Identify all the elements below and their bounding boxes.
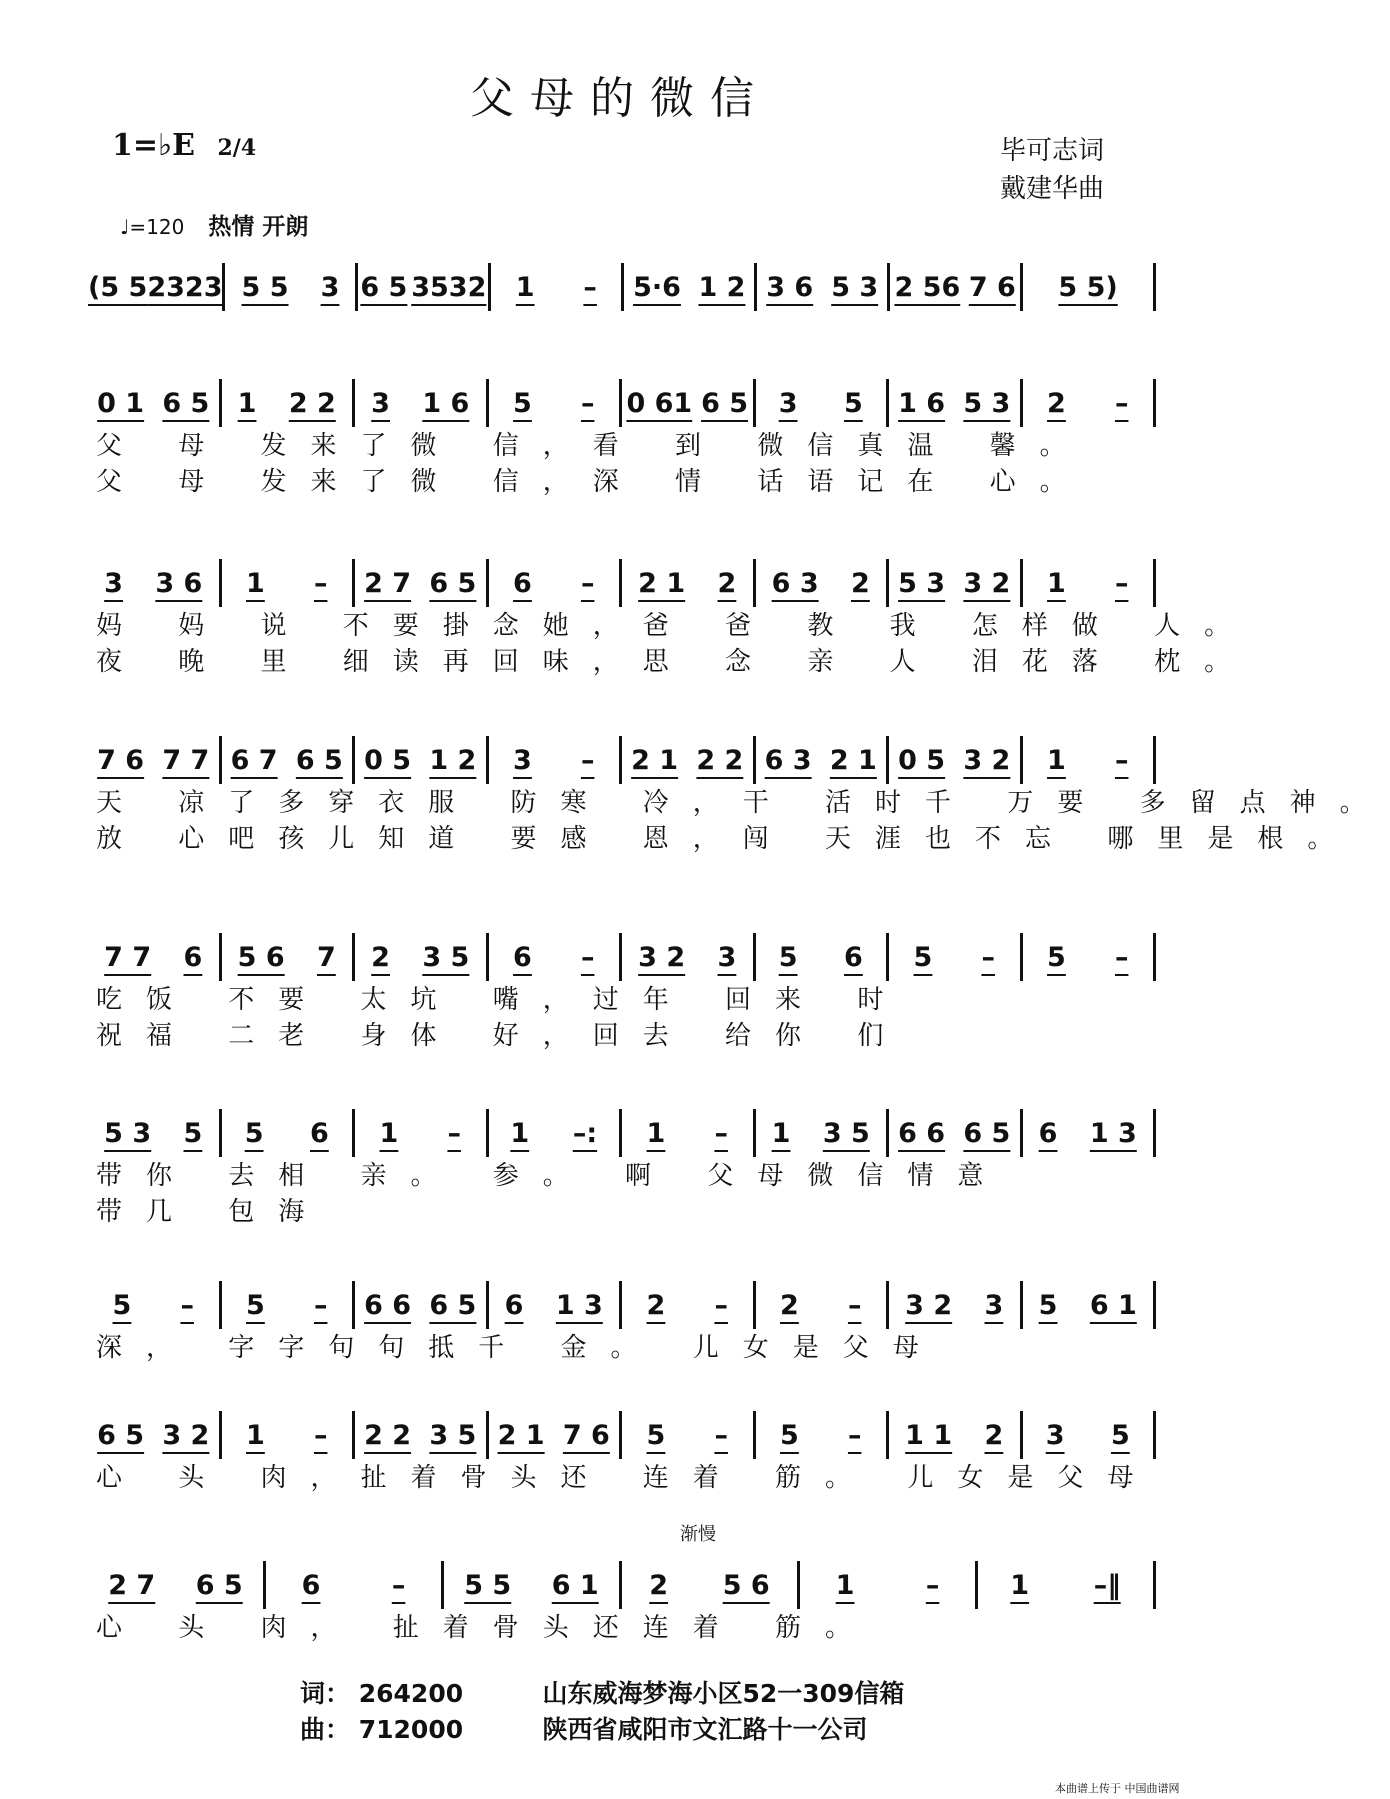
note-group: 5 <box>513 387 532 419</box>
note-group: 6 <box>183 941 203 973</box>
lyric-line: 深， 字字句句抵千 金。 儿女是父母 <box>96 1333 943 1363</box>
note-group: 5 <box>913 941 933 973</box>
measure <box>266 1560 441 1610</box>
note-group: 1 <box>237 387 257 419</box>
page-title: 父母的微信 <box>470 73 770 124</box>
note-group: 5 6 <box>237 941 285 973</box>
footer-label: 词： <box>300 1679 351 1708</box>
measure <box>1023 378 1154 428</box>
score-row <box>88 1560 1156 1646</box>
note-group: 3532 <box>411 271 487 303</box>
lyric-line: 带几 包海 <box>96 1197 329 1227</box>
note-group: 0 1 <box>97 387 145 419</box>
lyric-line: 带你 去相 亲。 参。 啊 父母微信情意 <box>96 1161 1008 1191</box>
note-group: 1 2 <box>429 744 477 776</box>
bar-line <box>1153 1411 1156 1459</box>
measure <box>756 558 887 608</box>
measure <box>489 1108 620 1158</box>
notation-line <box>88 1410 1156 1460</box>
note-group: 2 <box>649 1569 669 1601</box>
measure <box>355 1280 486 1330</box>
note-group: 6 5 <box>963 1117 1011 1149</box>
lyric-line: 心 头 肉，扯着骨头还 连着 筋。 儿女是父母 <box>96 1463 1158 1493</box>
measure <box>622 932 753 982</box>
measure <box>489 558 620 608</box>
note-group: 6 <box>1038 1117 1058 1149</box>
measure <box>88 1560 263 1610</box>
note-group: – <box>180 1289 194 1321</box>
measure <box>1023 735 1154 785</box>
notation-line <box>88 1108 1156 1158</box>
note-group: 5 <box>1047 941 1066 973</box>
note-group: 1 2 <box>698 271 746 303</box>
note-group: 3 <box>320 271 340 303</box>
note-group: 6 <box>843 941 863 973</box>
note-group: 7 <box>317 941 336 973</box>
measure <box>622 1280 753 1330</box>
note-group: 2 <box>371 941 390 973</box>
note-group: 6 1 <box>1089 1289 1137 1321</box>
measure <box>1023 262 1153 312</box>
lyric-line: 放 心吧孩儿知道 要感 恩，闯 天涯也不忘 哪里是根。 <box>96 824 1358 854</box>
note-group: 3 2 <box>638 941 686 973</box>
note-group: 6 5 <box>195 1569 243 1601</box>
note-group: – <box>981 941 995 973</box>
measure <box>889 1280 1020 1330</box>
measure <box>622 558 753 608</box>
note-group: 1 <box>835 1569 855 1601</box>
note-group: 3 5 <box>822 1117 870 1149</box>
measure <box>800 1560 975 1610</box>
note-group: 3 <box>104 567 123 599</box>
lyricist-credit: 毕可志词 <box>1000 136 1105 166</box>
score-row <box>88 558 1255 680</box>
note-group: 2 56 <box>894 271 961 303</box>
composer-credit: 戴建华曲 <box>1000 174 1105 204</box>
note-group: 3 5 <box>429 1419 477 1451</box>
postal-code: 264200 <box>358 1679 464 1708</box>
note-group: 1 <box>1047 567 1066 599</box>
measure <box>88 558 219 608</box>
measure <box>225 262 355 312</box>
note-group: – <box>925 1569 940 1601</box>
note-group: 3 <box>717 941 737 973</box>
note-group: 2 2 <box>288 387 336 419</box>
note-group: 6 <box>504 1289 524 1321</box>
measure <box>757 262 887 312</box>
note-group: 5 <box>780 1419 799 1451</box>
measure <box>489 1410 620 1460</box>
lyric-line: 天 凉了多穿衣服 防寒 冷，干 活时千 万要 多留点神。 <box>96 788 1390 818</box>
measure <box>756 1410 887 1460</box>
note-group: 1 <box>246 567 265 599</box>
note-group: 6 3 <box>771 567 819 599</box>
measure <box>889 378 1020 428</box>
note-group: 7 6 <box>968 271 1016 303</box>
note-group: 2 <box>1047 387 1066 419</box>
note-group: – <box>1114 567 1129 599</box>
measure <box>444 1560 619 1610</box>
note-group: 5 <box>112 1289 132 1321</box>
score-row <box>88 378 1156 500</box>
note-group: – <box>1114 387 1129 419</box>
footer-label: 曲： <box>300 1715 351 1744</box>
note-group: 7 7 <box>104 941 152 973</box>
note-group: – <box>847 1419 862 1451</box>
note-group: 5 <box>246 1289 265 1321</box>
measure <box>1023 1108 1154 1158</box>
credits <box>1000 132 1104 208</box>
notation-line <box>88 1280 1156 1330</box>
note-group: 6 <box>513 567 532 599</box>
measure <box>88 378 219 428</box>
note-group: 2 1 <box>638 567 686 599</box>
measure <box>889 735 1020 785</box>
measure <box>222 1108 353 1158</box>
measure <box>491 262 621 312</box>
measure <box>355 932 486 982</box>
note-group: 5 3 <box>831 271 879 303</box>
note-group: 5 <box>646 1419 666 1451</box>
note-group: 6 <box>309 1117 329 1149</box>
measure <box>88 735 219 785</box>
note-group: – <box>1114 941 1129 973</box>
note-group: 1 <box>1047 744 1066 776</box>
note-group: 1 <box>646 1117 666 1149</box>
measure <box>978 1560 1153 1610</box>
lyric-line: 妈 妈 说 不要掛念她，爸 爸 教 我 怎样做 人。 <box>96 611 1255 641</box>
bar-line <box>1153 736 1156 784</box>
tempo-expression: 热情 开朗 <box>208 214 309 240</box>
note-group: – <box>580 744 595 776</box>
measure <box>88 1280 219 1330</box>
note-group: 1 3 <box>555 1289 603 1321</box>
note-group: 6 1 <box>551 1569 599 1601</box>
tempo-mark: ♩=120 <box>120 215 185 239</box>
note-group: 3 2 <box>963 744 1011 776</box>
note-group: 3 2 <box>963 567 1011 599</box>
measure <box>489 932 620 982</box>
notation-line <box>88 558 1156 608</box>
measure <box>355 1108 486 1158</box>
measure <box>355 378 486 428</box>
measure <box>1023 558 1154 608</box>
note-group: 7 6 <box>97 744 145 776</box>
note-group: –‖ <box>1093 1569 1121 1601</box>
note-group: 6 3 <box>764 744 812 776</box>
lyric-line: 父 母 发来了微 信，深 情 话语记在 心。 <box>96 467 1090 497</box>
lyric-line: 心 头 肉， 扯着骨头还连着 筋。 <box>96 1613 876 1643</box>
mailing-address: 陕西省咸阳市文汇路十一公司 <box>542 1715 868 1744</box>
note-group: 5 3 <box>898 567 946 599</box>
measure <box>756 378 887 428</box>
note-group: 1 6 <box>898 387 946 419</box>
note-group: 5 <box>1038 1289 1058 1321</box>
bar-line <box>1153 263 1156 311</box>
bar-line <box>1153 1109 1156 1157</box>
note-group: 1 1 <box>905 1419 953 1451</box>
note-group: 5 <box>244 1117 264 1149</box>
measure <box>489 735 620 785</box>
measure <box>1023 932 1154 982</box>
note-group: 3 <box>371 387 390 419</box>
note-group: 5 3 <box>963 387 1011 419</box>
note-group: 6 5 <box>429 567 477 599</box>
measure <box>756 735 887 785</box>
note-group: 2 7 <box>108 1569 156 1601</box>
note-group: – <box>447 1117 461 1149</box>
note-group: 6 6 <box>364 1289 412 1321</box>
score-row <box>88 735 1390 857</box>
note-group: 5 <box>843 387 863 419</box>
measure <box>756 1280 887 1330</box>
measure <box>624 262 754 312</box>
footer-composer-address <box>300 1710 867 1746</box>
measure <box>622 735 753 785</box>
note-group: –: <box>572 1117 598 1149</box>
measure <box>756 1108 887 1158</box>
note-group: 6 5 <box>162 387 210 419</box>
note-group: 1 <box>246 1419 265 1451</box>
ritardando-marking: 渐慢 <box>680 1524 716 1545</box>
measure <box>222 558 353 608</box>
note-group: 1 <box>771 1117 791 1149</box>
measure <box>355 1410 486 1460</box>
score-row <box>88 1410 1156 1496</box>
note-group: 0 61 <box>626 387 693 419</box>
score-row <box>88 932 1156 1054</box>
notation-line <box>88 378 1156 428</box>
bar-line <box>1153 1281 1156 1329</box>
note-group: – <box>714 1117 728 1149</box>
bar-line <box>1153 379 1156 427</box>
note-group: – <box>313 567 328 599</box>
measure <box>756 932 887 982</box>
note-group: 6 5 <box>360 271 408 303</box>
upload-watermark: 本曲谱上传于 中国曲谱网 <box>1055 1782 1180 1795</box>
score-row <box>88 1108 1156 1230</box>
measure <box>222 735 353 785</box>
note-group: – <box>847 1289 862 1321</box>
bar-line <box>1153 1561 1156 1609</box>
note-group: 1 <box>379 1117 399 1149</box>
note-group: 2 <box>984 1419 1004 1451</box>
lyric-line: 祝福 二老 身体 好，回去 给你 们 <box>96 1021 908 1051</box>
note-group: (5 5 <box>88 271 148 303</box>
note-group: 6 5 <box>97 1419 145 1451</box>
note-group: 5 5 <box>241 271 289 303</box>
note-group: 5 5 <box>464 1569 512 1601</box>
note-group: 7 7 <box>162 744 210 776</box>
note-group: 0 5 <box>898 744 946 776</box>
note-group: 2 7 <box>364 567 412 599</box>
key-label: 1=♭E <box>112 128 196 163</box>
measure <box>88 1410 219 1460</box>
note-group: 2323 <box>147 271 223 303</box>
note-group: 2 <box>717 567 737 599</box>
score-row <box>88 262 1156 312</box>
measure <box>222 1280 353 1330</box>
note-group: – <box>580 941 595 973</box>
note-group: 3 <box>1045 1419 1065 1451</box>
measure <box>889 932 1020 982</box>
note-group: – <box>580 387 595 419</box>
note-group: 3 <box>513 744 532 776</box>
measure <box>1023 1280 1154 1330</box>
note-group: 5 <box>1110 1419 1130 1451</box>
measure <box>889 1410 1020 1460</box>
measure <box>889 1108 1020 1158</box>
note-group: 2 <box>646 1289 666 1321</box>
note-group: 1 <box>515 271 535 303</box>
mailing-address: 山东威海梦海小区52一309信箱 <box>542 1679 905 1708</box>
lyric-line: 吃饭 不要 太坑 嘴，过年 回来 时 <box>96 985 908 1015</box>
note-group: 2 1 <box>631 744 679 776</box>
note-group: 2 1 <box>497 1419 545 1451</box>
measure <box>489 1280 620 1330</box>
note-group: – <box>714 1289 728 1321</box>
note-group: 3 2 <box>905 1289 953 1321</box>
note-group: 3 5 <box>422 941 470 973</box>
note-group: – <box>714 1419 728 1451</box>
footer-lyricist-address <box>300 1674 904 1710</box>
measure <box>88 932 219 982</box>
note-group: 6 <box>301 1569 321 1601</box>
measure <box>355 735 486 785</box>
note-group: 5 6 <box>722 1569 770 1601</box>
measure <box>222 932 353 982</box>
note-group: 0 5 <box>364 744 412 776</box>
note-group: 1 6 <box>422 387 470 419</box>
note-group: 6 <box>513 941 532 973</box>
note-group: 7 6 <box>562 1419 610 1451</box>
note-group: – <box>1114 744 1129 776</box>
note-group: 5 3 <box>104 1117 152 1149</box>
note-group: 1 <box>510 1117 530 1149</box>
note-group: 6 5 <box>295 744 343 776</box>
note-group: 1 3 <box>1089 1117 1137 1149</box>
notation-line <box>88 932 1156 982</box>
measure <box>1023 1410 1154 1460</box>
note-group: – <box>580 567 595 599</box>
note-group: 6 7 <box>230 744 278 776</box>
note-group: 6 5 <box>429 1289 477 1321</box>
note-group: 5 <box>183 1117 203 1149</box>
bar-line <box>1153 933 1156 981</box>
note-group: 5·6 <box>633 271 681 303</box>
note-group: – <box>583 271 597 303</box>
measure <box>889 558 1020 608</box>
note-group: 3 6 <box>155 567 203 599</box>
note-group: 3 2 <box>162 1419 210 1451</box>
measure <box>622 1560 797 1610</box>
notation-line <box>88 262 1156 312</box>
postal-code: 712000 <box>358 1715 464 1744</box>
note-group: – <box>313 1289 328 1321</box>
note-group: 6 5 <box>701 387 749 419</box>
note-group: 2 <box>851 567 870 599</box>
lyric-line: 夜 晚 里 细读再回味，思 念 亲 人 泪花落 枕。 <box>96 647 1255 677</box>
note-group: 2 2 <box>696 744 744 776</box>
note-group: 2 2 <box>364 1419 412 1451</box>
bar-line <box>1153 559 1156 607</box>
measure <box>622 1410 753 1460</box>
measure <box>222 1410 353 1460</box>
note-group: 2 1 <box>829 744 877 776</box>
note-group: 5 <box>778 941 798 973</box>
tempo-marking <box>120 208 308 241</box>
note-group: 3 6 <box>766 271 814 303</box>
measure <box>355 558 486 608</box>
score-row <box>88 1280 1156 1366</box>
note-group: 1 <box>1010 1569 1030 1601</box>
measure <box>489 378 620 428</box>
notation-line <box>88 735 1156 785</box>
lyric-line: 父 母 发来了微 信，看 到 微信真温 馨。 <box>96 431 1090 461</box>
measure <box>88 262 222 312</box>
note-group: – <box>391 1569 406 1601</box>
measure <box>622 378 753 428</box>
note-group: 3 <box>778 387 798 419</box>
measure <box>890 262 1020 312</box>
measure <box>222 378 353 428</box>
measure <box>88 1108 219 1158</box>
measure <box>622 1108 753 1158</box>
time-signature: 2/4 <box>217 135 257 161</box>
note-group: – <box>313 1419 328 1451</box>
note-group: 2 <box>780 1289 799 1321</box>
note-group: 3 <box>984 1289 1004 1321</box>
key-signature <box>112 128 256 163</box>
note-group: 6 6 <box>898 1117 946 1149</box>
measure <box>358 262 488 312</box>
note-group: 5 5) <box>1058 271 1118 303</box>
notation-line <box>88 1560 1156 1610</box>
